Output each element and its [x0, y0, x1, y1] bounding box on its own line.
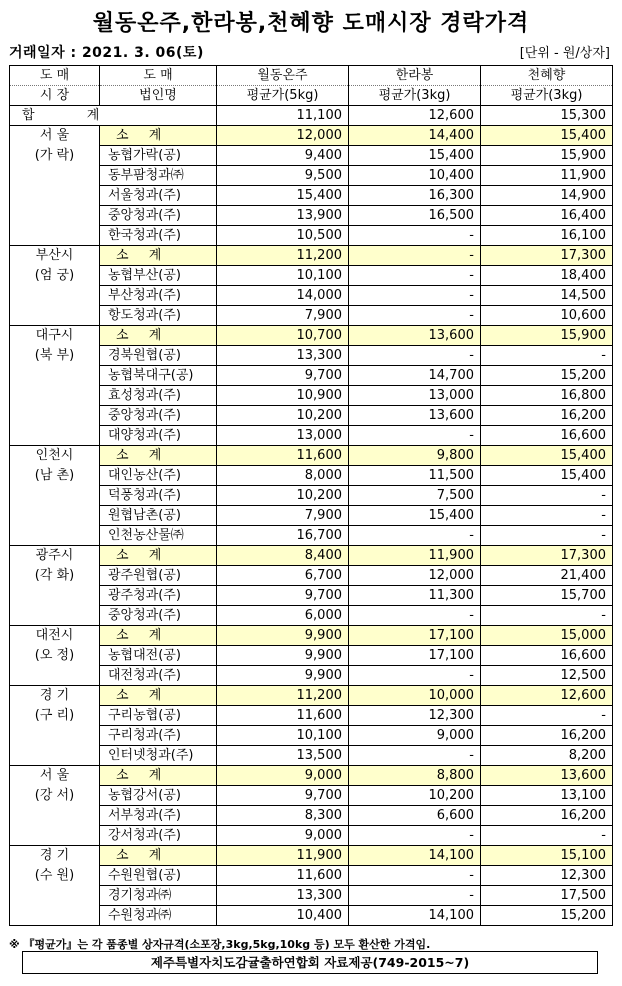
price-col2: 15,400 — [349, 506, 481, 526]
price-col3: 17,500 — [481, 886, 613, 906]
price-col2: - — [349, 826, 481, 846]
trade-date: 거래일자 : 2021. 3. 06(토) — [9, 45, 204, 61]
subtotal-label: 소 계 — [100, 546, 217, 566]
table-row — [10, 346, 613, 366]
total-col3: 15,300 — [481, 106, 613, 126]
price-col2: 9,000 — [349, 726, 481, 746]
price-col3: 15,200 — [481, 366, 613, 386]
table-row — [10, 786, 613, 806]
total-label-b: 계 — [86, 108, 100, 123]
price-col1: 11,600 — [217, 706, 349, 726]
price-col1: 9,900 — [217, 666, 349, 686]
market-name-line: (북 부) — [34, 348, 75, 363]
price-col1: 16,700 — [217, 526, 349, 546]
market-name-line: 부산시 — [35, 248, 74, 263]
price-col2: - — [349, 606, 481, 626]
price-col2: 14,400 — [349, 126, 481, 146]
price-col2: 16,300 — [349, 186, 481, 206]
corp-name: 구리청과(주) — [100, 726, 217, 746]
price-col3: 16,600 — [481, 426, 613, 446]
corp-name: 농협가락(공) — [100, 146, 217, 166]
table-row — [10, 206, 613, 226]
price-table — [9, 65, 613, 926]
price-col3: - — [481, 506, 613, 526]
market-name-line: 인천시 — [35, 448, 74, 463]
price-col3: 21,400 — [481, 566, 613, 586]
table-row — [10, 906, 613, 926]
price-col2: 17,100 — [349, 646, 481, 666]
corp-name: 중앙청과(주) — [100, 606, 217, 626]
price-col1: 8,000 — [217, 466, 349, 486]
price-col2: - — [349, 866, 481, 886]
market-cell — [10, 626, 100, 686]
price-col1: 11,600 — [217, 866, 349, 886]
market-name-line: 경 기 — [39, 848, 70, 863]
table-row — [10, 146, 613, 166]
price-col2: 13,600 — [349, 406, 481, 426]
price-col2: - — [349, 266, 481, 286]
price-col2: 9,800 — [349, 446, 481, 466]
corp-name: 수원청과㈜ — [100, 906, 217, 926]
header-col3-1: 천혜향 — [481, 66, 613, 86]
corp-name: 광주원협(공) — [100, 566, 217, 586]
price-col1: 9,000 — [217, 766, 349, 786]
price-col3: 17,300 — [481, 546, 613, 566]
price-table-wrap — [9, 65, 613, 926]
price-col1: 11,900 — [217, 846, 349, 866]
market-name-line: 서 울 — [39, 128, 70, 143]
price-col1: 9,000 — [217, 826, 349, 846]
price-col3: 16,200 — [481, 806, 613, 826]
price-col2: - — [349, 306, 481, 326]
table-row — [10, 866, 613, 886]
price-col2: 11,500 — [349, 466, 481, 486]
price-col3: 16,200 — [481, 726, 613, 746]
price-col1: 13,300 — [217, 346, 349, 366]
price-col3: 12,300 — [481, 866, 613, 886]
price-col3: 15,400 — [481, 126, 613, 146]
price-col2: 7,500 — [349, 486, 481, 506]
price-col2: 12,300 — [349, 706, 481, 726]
subtotal-row — [10, 626, 613, 646]
total-col1: 11,100 — [217, 106, 349, 126]
corp-name: 농협부산(공) — [100, 266, 217, 286]
price-col3: 15,900 — [481, 326, 613, 346]
price-col1: 10,200 — [217, 486, 349, 506]
corp-name: 농협북대구(공) — [100, 366, 217, 386]
subtotal-row — [10, 546, 613, 566]
price-col2: - — [349, 526, 481, 546]
price-col3: 13,100 — [481, 786, 613, 806]
market-name-line: 대전시 — [35, 628, 74, 643]
subtotal-row — [10, 326, 613, 346]
corp-name: 농협대전(공) — [100, 646, 217, 666]
market-cell — [10, 766, 100, 846]
market-name-line: (오 정) — [34, 648, 75, 663]
price-col3: 14,900 — [481, 186, 613, 206]
price-col2: 10,400 — [349, 166, 481, 186]
subtotal-label: 소 계 — [100, 326, 217, 346]
price-col3: - — [481, 706, 613, 726]
subtotal-row — [10, 686, 613, 706]
table-row — [10, 746, 613, 766]
unit-label: [단위 - 원/상자] — [519, 46, 610, 61]
corp-name: 동부팜청과㈜ — [100, 166, 217, 186]
subtotal-row — [10, 246, 613, 266]
total-label-a: 합 — [22, 108, 35, 123]
price-col1: 10,100 — [217, 726, 349, 746]
price-col2: 13,000 — [349, 386, 481, 406]
price-col1: 10,100 — [217, 266, 349, 286]
subtotal-label: 소 계 — [100, 766, 217, 786]
corp-name: 효성청과(주) — [100, 386, 217, 406]
price-col1: 9,900 — [217, 626, 349, 646]
table-row — [10, 886, 613, 906]
corp-name: 수원원협(공) — [100, 866, 217, 886]
table-row — [10, 566, 613, 586]
price-col2: 11,300 — [349, 586, 481, 606]
price-col3: - — [481, 526, 613, 546]
price-col1: 6,700 — [217, 566, 349, 586]
subtotal-label: 소 계 — [100, 686, 217, 706]
table-row — [10, 806, 613, 826]
corp-name: 중앙청과(주) — [100, 206, 217, 226]
table-row — [10, 266, 613, 286]
table-row — [10, 506, 613, 526]
header-col2-2: 평균가(3kg) — [349, 86, 481, 106]
table-row — [10, 486, 613, 506]
price-col1: 8,400 — [217, 546, 349, 566]
corp-name: 경기청과㈜ — [100, 886, 217, 906]
market-name-line: 대구시 — [35, 328, 74, 343]
corp-name: 서울청과(주) — [100, 186, 217, 206]
market-cell — [10, 326, 100, 446]
price-col3: 12,600 — [481, 686, 613, 706]
price-col1: 9,400 — [217, 146, 349, 166]
market-name-line: 광주시 — [35, 548, 74, 563]
table-row — [10, 426, 613, 446]
header-col3-2: 평균가(3kg) — [481, 86, 613, 106]
price-col2: - — [349, 886, 481, 906]
price-col2: - — [349, 286, 481, 306]
price-col2: 17,100 — [349, 626, 481, 646]
market-cell — [10, 846, 100, 926]
price-col1: 9,700 — [217, 786, 349, 806]
table-row — [10, 366, 613, 386]
price-col3: 14,500 — [481, 286, 613, 306]
price-col2: 8,800 — [349, 766, 481, 786]
price-col2: 14,100 — [349, 846, 481, 866]
corp-name: 서부청과(주) — [100, 806, 217, 826]
corp-name: 광주청과(주) — [100, 586, 217, 606]
price-col3: 15,000 — [481, 626, 613, 646]
price-col2: 6,600 — [349, 806, 481, 826]
price-col2: 14,700 — [349, 366, 481, 386]
price-col2: - — [349, 346, 481, 366]
subtotal-row — [10, 846, 613, 866]
price-col1: 10,400 — [217, 906, 349, 926]
subtotal-label: 소 계 — [100, 246, 217, 266]
corp-name: 대인농산(주) — [100, 466, 217, 486]
price-col3: - — [481, 486, 613, 506]
price-col3: - — [481, 606, 613, 626]
price-col3: 16,200 — [481, 406, 613, 426]
price-col1: 10,200 — [217, 406, 349, 426]
subtotal-label: 소 계 — [100, 446, 217, 466]
table-row — [10, 186, 613, 206]
price-col3: 16,800 — [481, 386, 613, 406]
corp-name: 원협남촌(공) — [100, 506, 217, 526]
price-col2: 14,100 — [349, 906, 481, 926]
table-row — [10, 666, 613, 686]
market-name-line: (구 리) — [34, 708, 75, 723]
table-row — [10, 606, 613, 626]
corp-name: 인천농산물㈜ — [100, 526, 217, 546]
subtotal-row — [10, 126, 613, 146]
table-row — [10, 306, 613, 326]
market-name-line: (남 촌) — [34, 468, 75, 483]
price-col3: 10,600 — [481, 306, 613, 326]
market-name-line: (각 화) — [34, 568, 75, 583]
total-row — [10, 106, 613, 126]
total-col2: 12,600 — [349, 106, 481, 126]
price-col1: 13,900 — [217, 206, 349, 226]
price-col3: 15,100 — [481, 846, 613, 866]
price-col2: 12,000 — [349, 566, 481, 586]
table-row — [10, 466, 613, 486]
header-market-2: 시 장 — [10, 86, 100, 106]
price-col1: 6,000 — [217, 606, 349, 626]
price-col1: 9,500 — [217, 166, 349, 186]
table-row — [10, 706, 613, 726]
table-row — [10, 406, 613, 426]
corp-name: 덕풍청과(주) — [100, 486, 217, 506]
footnote: ※ 『평균가』는 각 품종별 상자규격(소포장,3kg,5kg,10kg 등) 모두 환산한 가격임. — [9, 938, 431, 951]
table-row — [10, 166, 613, 186]
price-col2: 10,200 — [349, 786, 481, 806]
market-name-line: (가 락) — [34, 148, 75, 163]
market-name-line: (강 서) — [34, 788, 75, 803]
subtotal-label: 소 계 — [100, 846, 217, 866]
price-col2: 13,600 — [349, 326, 481, 346]
header-corp-1: 도 매 — [100, 66, 217, 86]
price-col2: - — [349, 426, 481, 446]
corp-name: 항도청과(주) — [100, 306, 217, 326]
corp-name: 인터넷청과(주) — [100, 746, 217, 766]
price-col1: 9,700 — [217, 366, 349, 386]
corp-name: 경북원협(공) — [100, 346, 217, 366]
market-cell — [10, 546, 100, 626]
price-col3: 17,300 — [481, 246, 613, 266]
price-col1: 13,000 — [217, 426, 349, 446]
price-col3: 15,200 — [481, 906, 613, 926]
price-col2: - — [349, 226, 481, 246]
corp-name: 부산청과(주) — [100, 286, 217, 306]
price-col3: 15,400 — [481, 446, 613, 466]
page-title: 월동온주,한라봉,천혜향 도매시장 경락가격 — [92, 11, 530, 36]
price-table-body — [10, 106, 613, 926]
price-col2: 11,900 — [349, 546, 481, 566]
price-col3: 8,200 — [481, 746, 613, 766]
price-col3: 18,400 — [481, 266, 613, 286]
price-col3: 11,900 — [481, 166, 613, 186]
price-col2: - — [349, 746, 481, 766]
corp-name: 구리농협(공) — [100, 706, 217, 726]
corp-name: 대양청과(주) — [100, 426, 217, 446]
price-col1: 10,500 — [217, 226, 349, 246]
corp-name: 대전청과(주) — [100, 666, 217, 686]
table-row — [10, 226, 613, 246]
price-col2: 16,500 — [349, 206, 481, 226]
price-col1: 9,900 — [217, 646, 349, 666]
price-col1: 8,300 — [217, 806, 349, 826]
header-market-1: 도 매 — [10, 66, 100, 86]
table-row — [10, 286, 613, 306]
price-col1: 13,300 — [217, 886, 349, 906]
price-col3: 15,900 — [481, 146, 613, 166]
price-col1: 14,000 — [217, 286, 349, 306]
header-corp-2: 법인명 — [100, 86, 217, 106]
table-row — [10, 826, 613, 846]
price-col1: 10,700 — [217, 326, 349, 346]
corp-name: 한국청과(주) — [100, 226, 217, 246]
total-label — [10, 106, 217, 126]
header-col1-2: 평균가(5kg) — [217, 86, 349, 106]
price-col3: - — [481, 346, 613, 366]
price-col1: 11,200 — [217, 686, 349, 706]
subtotal-row — [10, 446, 613, 466]
price-col1: 15,400 — [217, 186, 349, 206]
price-col1: 11,600 — [217, 446, 349, 466]
corp-name: 농협강서(공) — [100, 786, 217, 806]
price-col1: 9,700 — [217, 586, 349, 606]
price-col2: 10,000 — [349, 686, 481, 706]
table-row — [10, 586, 613, 606]
table-row — [10, 526, 613, 546]
price-col1: 7,900 — [217, 506, 349, 526]
price-col1: 7,900 — [217, 306, 349, 326]
table-row — [10, 646, 613, 666]
price-col1: 12,000 — [217, 126, 349, 146]
market-cell — [10, 686, 100, 766]
table-row — [10, 386, 613, 406]
price-col3: 13,600 — [481, 766, 613, 786]
market-name-line: 서 울 — [39, 768, 70, 783]
price-col3: 16,600 — [481, 646, 613, 666]
market-cell — [10, 126, 100, 246]
subtotal-label: 소 계 — [100, 626, 217, 646]
price-col1: 13,500 — [217, 746, 349, 766]
subtotal-label: 소 계 — [100, 126, 217, 146]
price-col1: 10,900 — [217, 386, 349, 406]
price-col3: 16,100 — [481, 226, 613, 246]
price-col3: 12,500 — [481, 666, 613, 686]
corp-name: 강서청과(주) — [100, 826, 217, 846]
market-cell — [10, 446, 100, 546]
market-name-line: 경 기 — [39, 688, 70, 703]
corp-name: 중앙청과(주) — [100, 406, 217, 426]
price-col1: 11,200 — [217, 246, 349, 266]
price-col2: - — [349, 666, 481, 686]
price-col2: 15,400 — [349, 146, 481, 166]
price-col3: - — [481, 826, 613, 846]
source-credit: 제주특별자치도감귤출하연합회 자료제공(749-2015~7) — [22, 951, 598, 974]
price-col3: 15,700 — [481, 586, 613, 606]
header-col2-1: 한라봉 — [349, 66, 481, 86]
table-row — [10, 726, 613, 746]
header-col1-1: 월동온주 — [217, 66, 349, 86]
price-col3: 16,400 — [481, 206, 613, 226]
market-name-line: (엄 궁) — [34, 268, 75, 283]
subtotal-row — [10, 766, 613, 786]
market-cell — [10, 246, 100, 326]
market-name-line: (수 원) — [34, 868, 75, 883]
price-col2: - — [349, 246, 481, 266]
price-col3: 15,400 — [481, 466, 613, 486]
